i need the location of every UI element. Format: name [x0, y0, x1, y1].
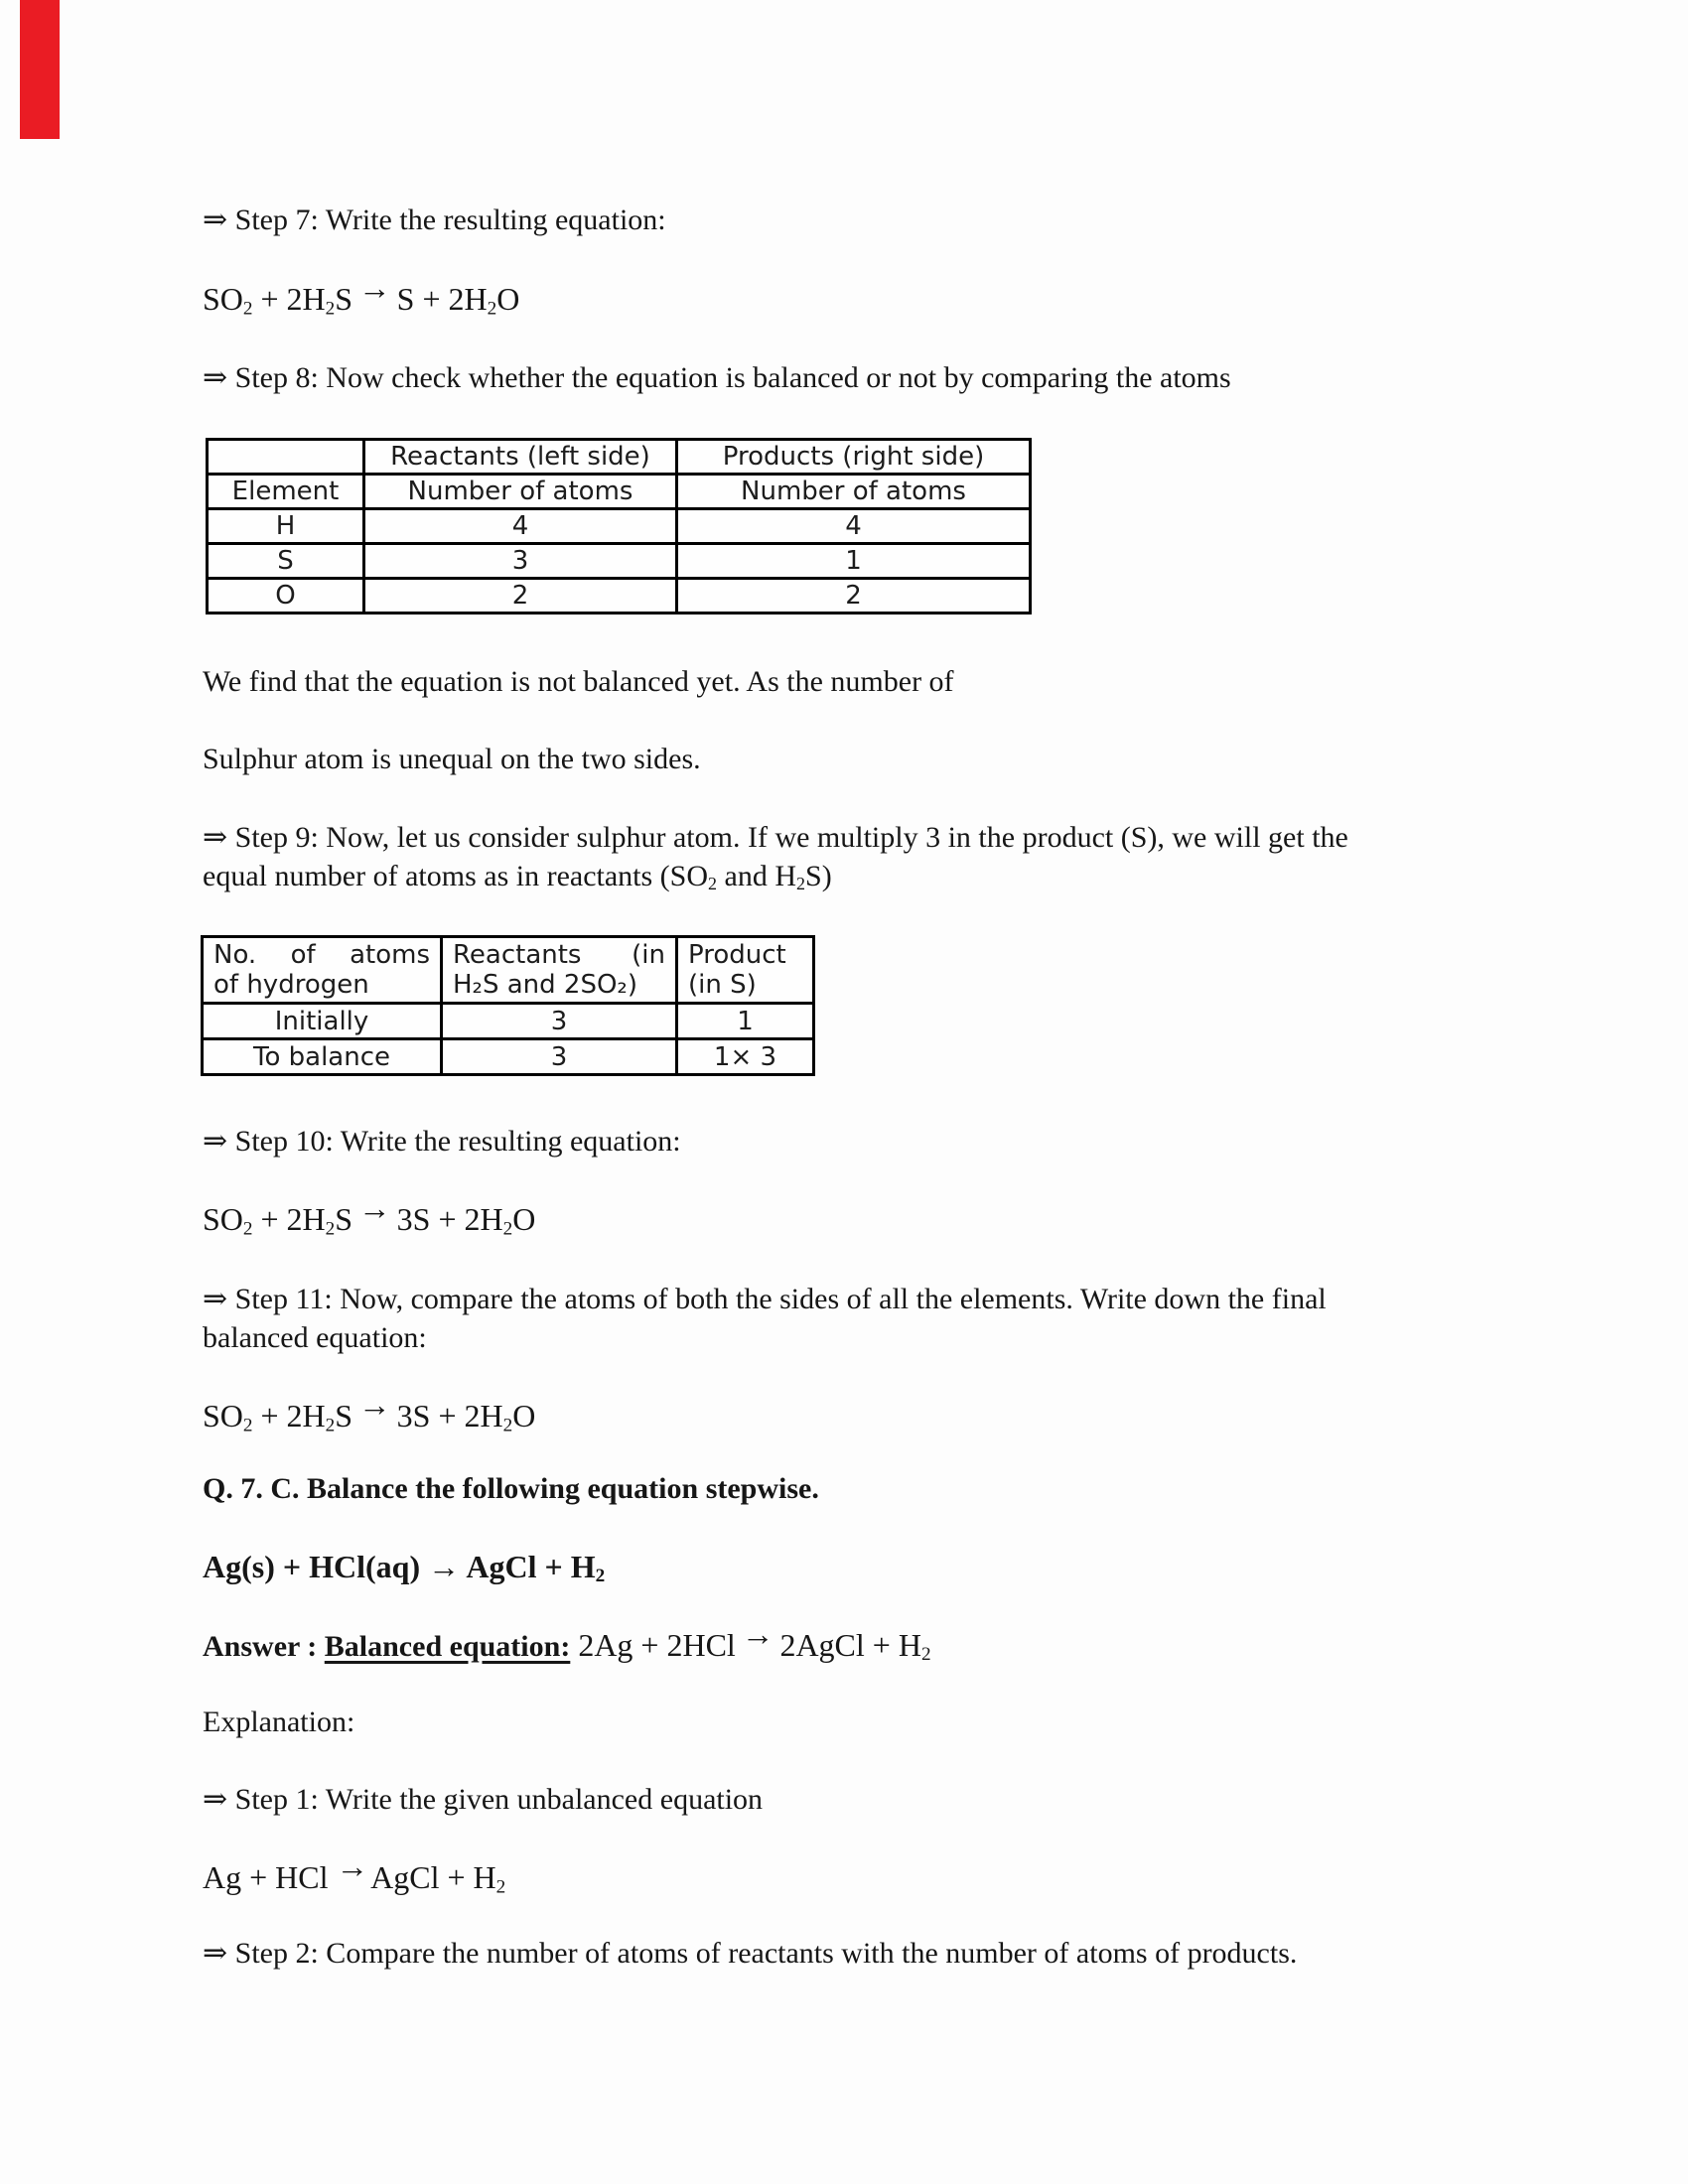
table-cell: 1× 3 [677, 1039, 814, 1075]
table-cell: 1 [677, 544, 1031, 579]
table-cell: Products (right side) [677, 440, 1031, 475]
table-cell: 2 [364, 579, 677, 614]
step1-text: ⇒ Step 1: Write the given unbalanced equation [203, 1783, 764, 1816]
table-row [208, 544, 1031, 579]
header-line: H₂S and 2SO₂) [453, 970, 637, 1000]
header-line: Product [688, 940, 786, 970]
step11-line2: balanced equation: [203, 1321, 427, 1354]
not-balanced-text: We find that the equation is not balanced yet. As the number of [203, 665, 954, 698]
header-line: No. of atoms [213, 940, 430, 970]
explanation-label: Explanation: [203, 1706, 355, 1738]
table-cell: 4 [364, 509, 677, 544]
table-row [203, 1004, 814, 1039]
step9-text [203, 818, 1523, 903]
table-cell: 4 [677, 509, 1031, 544]
element-comparison-table [206, 438, 1032, 614]
table-cell: S [208, 544, 364, 579]
table-cell: H [208, 509, 364, 544]
table-cell: 3 [442, 1004, 677, 1039]
equation-step10: $SO_2 + 2H_2S \to 3S + 2H_2O$ [203, 1191, 536, 1240]
table-row [203, 937, 814, 1004]
header-line: Reactants (in [453, 940, 665, 970]
answer-label: Answer : [203, 1630, 325, 1664]
table-cell [203, 937, 442, 1004]
red-marker-bar [20, 0, 60, 139]
header-line: of hydrogen [213, 970, 369, 1000]
step8-text: ⇒ Step 8: Now check whether the equation is balanced or not by comparing the atoms [203, 361, 1231, 394]
equation-step1: Ag + HCl →AgCl + $H_2$ [203, 1849, 506, 1898]
table-cell: Element [208, 475, 364, 509]
equation-step11: $SO_2 + 2H_2S \to 3S + 2H_2O$ [203, 1388, 536, 1436]
step11-line1: ⇒ Step 11: Now, compare the atoms of both the sides of all the elements. Write down the final [203, 1283, 1327, 1315]
table-row [208, 509, 1031, 544]
table-cell: 2 [677, 579, 1031, 614]
table-cell [677, 937, 814, 1004]
step2-text: ⇒ Step 2: Compare the number of atoms of reactants with the number of atoms of products. [203, 1937, 1298, 1970]
table-cell: Reactants (left side) [364, 440, 677, 475]
step9-line2: equal number of atoms as in reactants ($SO_2$ and $H_2S$) [203, 860, 832, 893]
table-cell [442, 937, 677, 1004]
table-row [208, 475, 1031, 509]
header-line: (in S) [688, 970, 757, 1000]
step10-text: ⇒ Step 10: Write the resulting equation: [203, 1125, 681, 1158]
table-cell: 3 [442, 1039, 677, 1075]
table-row [208, 440, 1031, 475]
sulphur-balance-table [201, 935, 815, 1076]
answer-equation: 2Ag + 2HCl → 2AgCl + $H_2$ [570, 1617, 931, 1666]
step11-text [203, 1280, 1523, 1357]
equation-step7: $SO_2 + 2H_2S \to S + 2H_2O$ [203, 271, 520, 320]
step9-line1: ⇒ Step 9: Now, let us consider sulphur atom. If we multiply 3 in the product (S), we will get the [203, 821, 1348, 854]
table-row [208, 579, 1031, 614]
balanced-equation-label: Balanced equation: [324, 1630, 571, 1664]
sulphur-unequal-text: Sulphur atom is unequal on the two sides. [203, 743, 701, 775]
table-cell: Number of atoms [364, 475, 677, 509]
table-cell [208, 440, 364, 475]
question-7c-heading: Q. 7. C. Balance the following equation stepwise. [203, 1472, 819, 1505]
table-row [203, 1039, 814, 1075]
table-cell: 1 [677, 1004, 814, 1039]
answer-line [203, 1617, 931, 1667]
table-cell: 3 [364, 544, 677, 579]
table-cell: Initially [203, 1004, 442, 1039]
table-cell: O [208, 579, 364, 614]
step7-text: ⇒ Step 7: Write the resulting equation: [203, 204, 666, 236]
question-equation: Ag(s) + HCl(aq) → AgCl + $H_2$ [203, 1549, 606, 1587]
table-cell: To balance [203, 1039, 442, 1075]
table-cell: Number of atoms [677, 475, 1031, 509]
